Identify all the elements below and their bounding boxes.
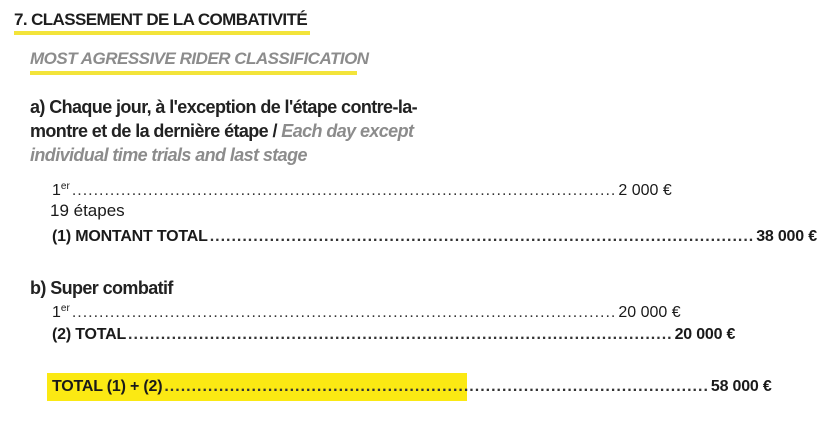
part-b-heading: b) Super combatif [30, 278, 173, 298]
prize-value: 20 000 € [618, 304, 681, 321]
part-a-heading-en: Each day except individual time trials and last stage [30, 121, 414, 165]
total-value: 20 000 € [674, 326, 736, 343]
total-value: 38 000 € [756, 228, 817, 245]
leader-dots: .................................................................................................... [71, 182, 617, 199]
leader-dots: .................................................................................................... [128, 326, 673, 343]
part-a-first-place-row [52, 176, 672, 199]
part-b-total-row [52, 324, 736, 346]
part-a-total-row [52, 226, 817, 248]
total-label: (2) TOTAL [52, 326, 127, 343]
leader-dots: .................................................................................................... [71, 304, 617, 321]
total-label: (1) MONTANT TOTAL [52, 228, 208, 245]
grand-total-label: TOTAL (1) + (2) [52, 378, 163, 395]
section-title-underline [14, 31, 310, 35]
grand-total-value: 58 000 € [710, 378, 772, 395]
grand-total-row [52, 376, 772, 398]
part-b-first-place-row [52, 298, 681, 321]
part-a-stages-text: 19 étapes [50, 201, 125, 220]
leader-dots: .................................................................................................... [164, 378, 709, 395]
leader-dots: .................................................................................................... [209, 228, 755, 245]
rank-label: 1er [52, 303, 70, 321]
part-a-heading [30, 95, 460, 167]
rank-label: 1er [52, 181, 70, 199]
prize-value: 2 000 € [618, 182, 672, 199]
section-title: 7. CLASSEMENT DE LA COMBATIVITÉ [14, 10, 308, 29]
section-subtitle: MOST AGRESSIVE RIDER CLASSIFICATION [30, 49, 369, 68]
section-subtitle-underline [30, 71, 357, 75]
part-a-heading-fr: a) Chaque jour, à l'exception de l'étape contre-la-montre et de la dernière étape / [30, 97, 418, 141]
